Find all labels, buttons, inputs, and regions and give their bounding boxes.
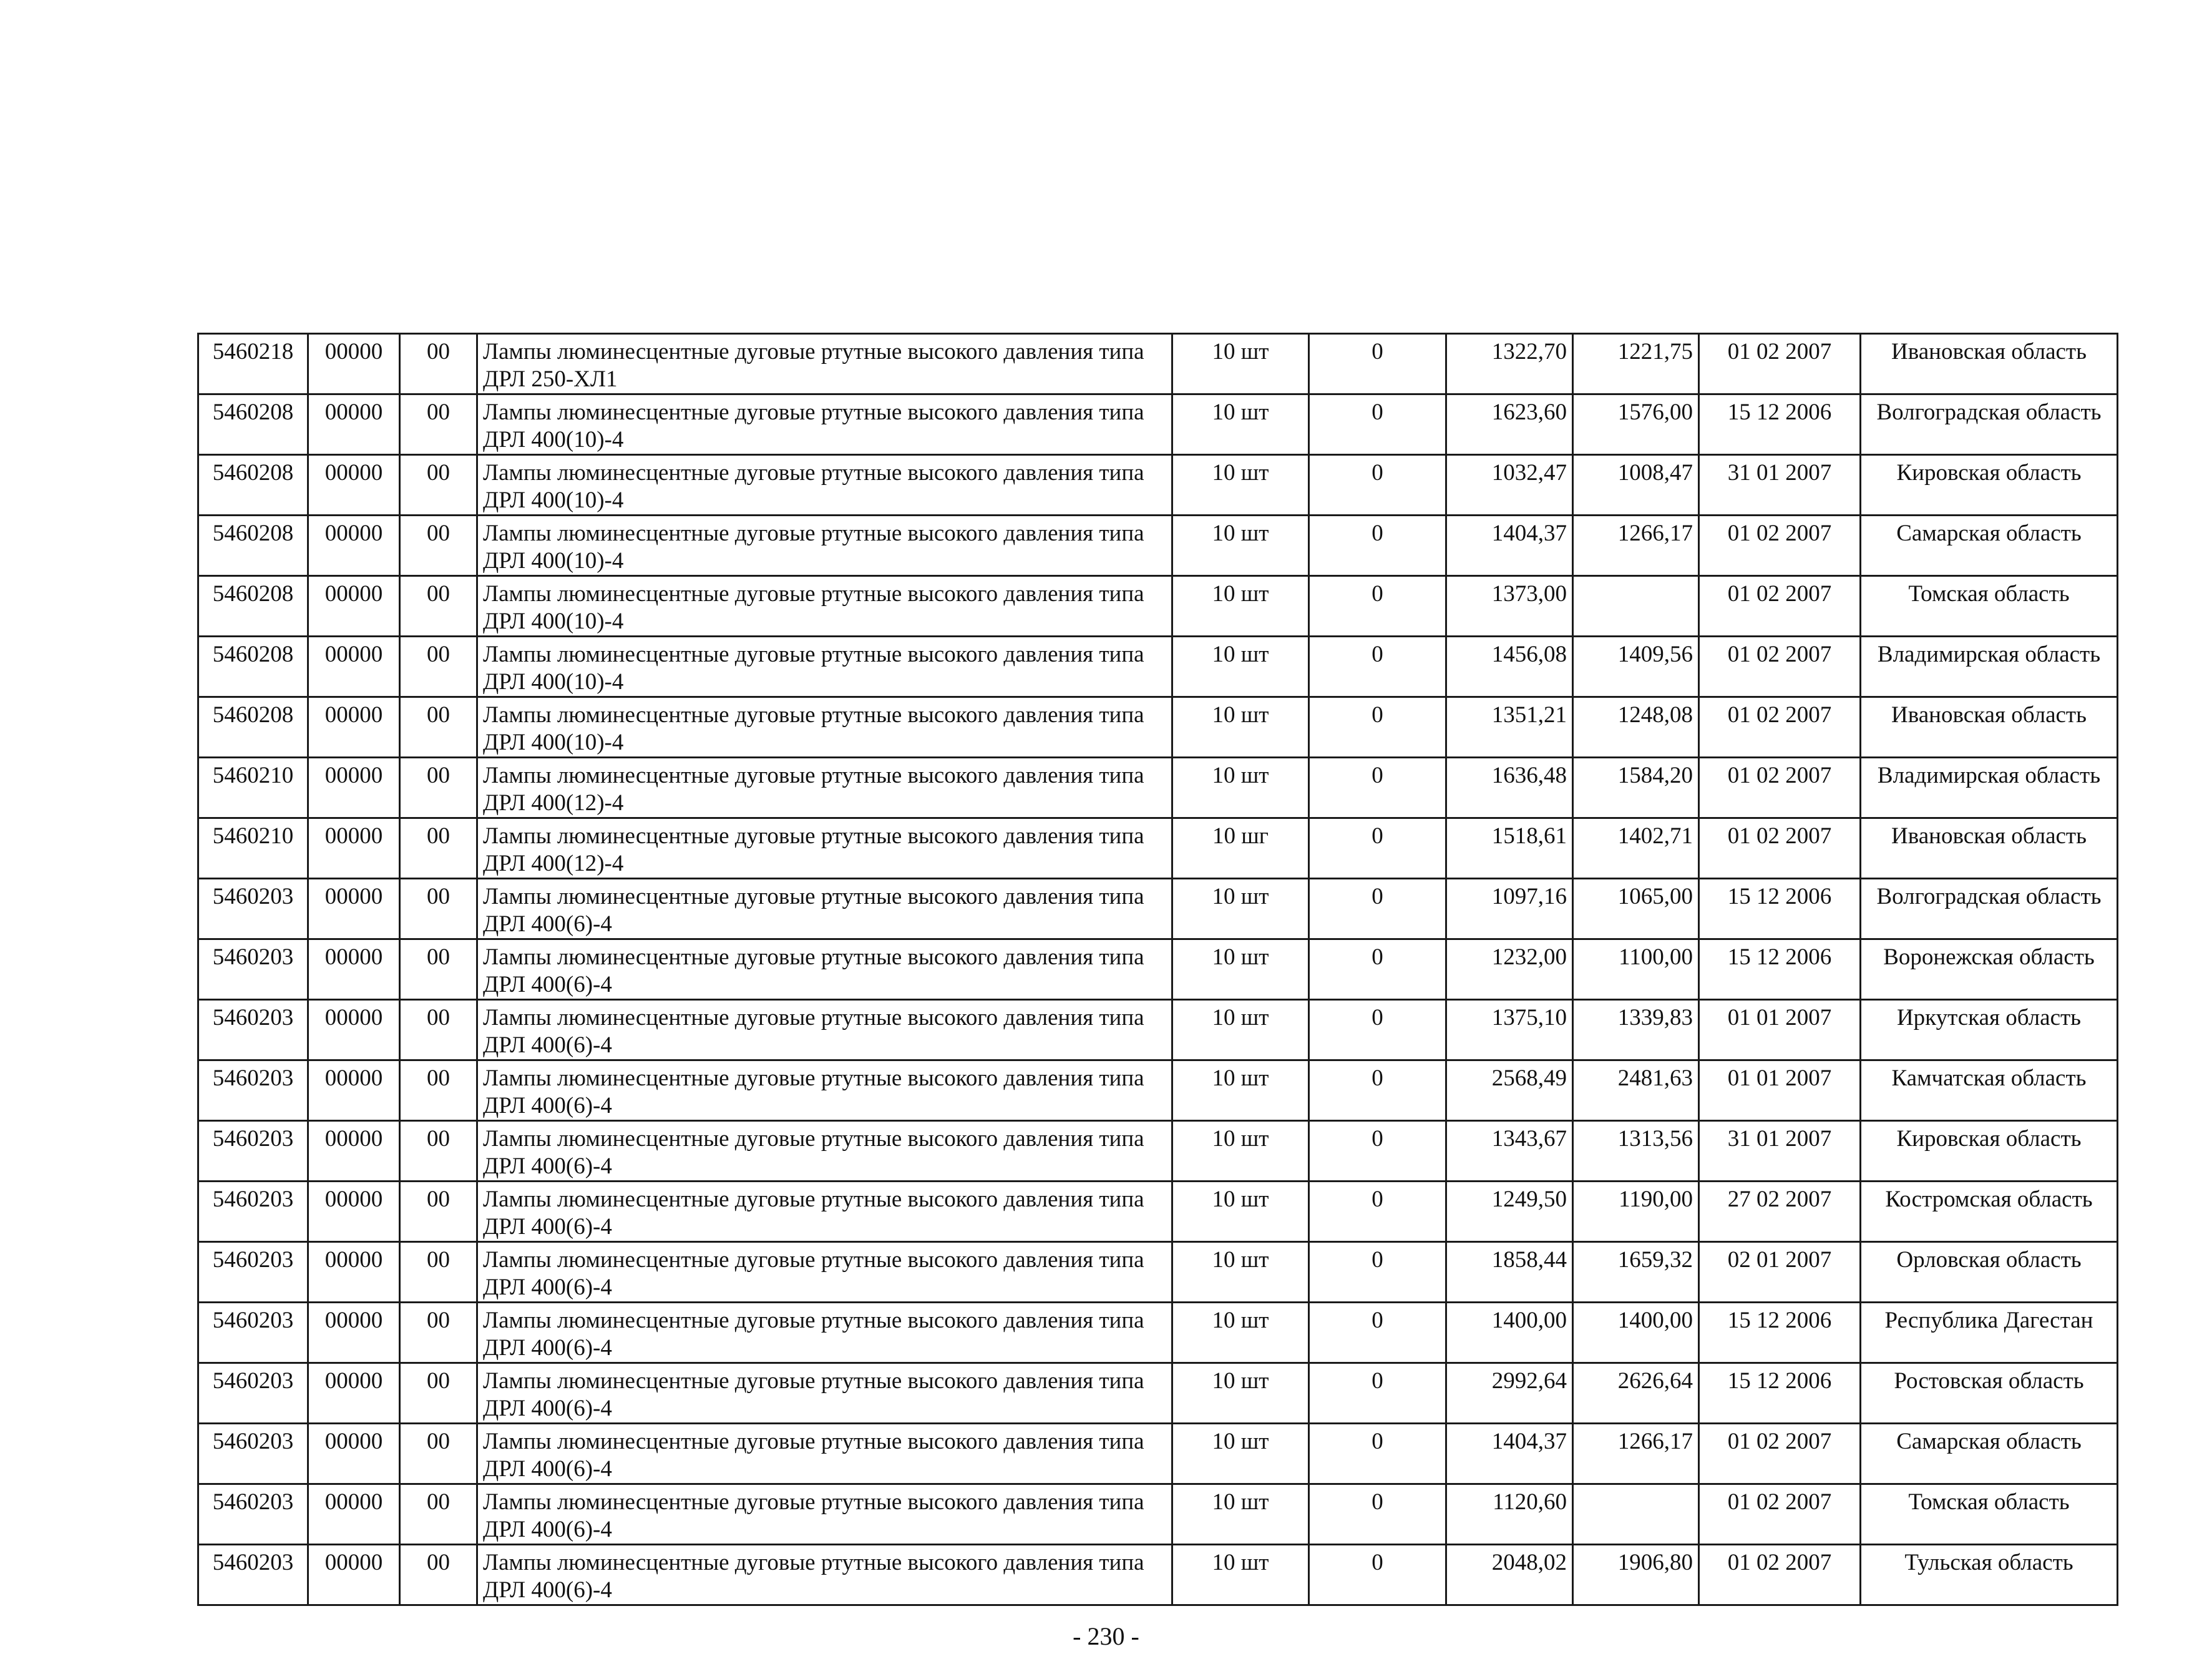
category-cell: 00 [400, 637, 477, 697]
unit-cell: 10 шг [1172, 818, 1309, 879]
region-cell: Тульская область [1861, 1545, 2118, 1605]
category-cell: 00 [400, 939, 477, 1000]
unit-cell: 10 шт [1172, 879, 1309, 939]
date-cell: 15 12 2006 [1699, 1363, 1861, 1424]
subcode-cell: 00000 [308, 1182, 400, 1242]
table-row [198, 1121, 2118, 1182]
price-1-cell: 1456,08 [1446, 637, 1573, 697]
region-cell: Ивановская область [1861, 818, 2118, 879]
unit-cell: 10 шт [1172, 758, 1309, 818]
zero-value-cell: 0 [1309, 758, 1446, 818]
price-2-cell [1573, 576, 1699, 637]
product-name-cell: Лампы люминесцентные дуговые ртутные высокого давления типа ДРЛ 250-ХЛ1 [477, 334, 1172, 394]
subcode-cell: 00000 [308, 576, 400, 637]
item-code-cell: 5460210 [198, 758, 308, 818]
zero-value-cell: 0 [1309, 1484, 1446, 1545]
product-name-cell: Лампы люминесцентные дуговые ртутные высокого давления типа ДРЛ 400(6)-4 [477, 1121, 1172, 1182]
product-name-cell: Лампы люминесцентные дуговые ртутные высокого давления типа ДРЛ 400(6)-4 [477, 1363, 1172, 1424]
price-2-cell [1573, 1484, 1699, 1545]
price-2-cell: 1659,32 [1573, 1242, 1699, 1303]
product-name-cell: Лампы люминесцентные дуговые ртутные высокого давления типа ДРЛ 400(10)-4 [477, 637, 1172, 697]
price-1-cell: 1032,47 [1446, 455, 1573, 516]
region-cell: Иркутская область [1861, 1000, 2118, 1060]
region-cell: Томская область [1861, 1484, 2118, 1545]
product-name-cell: Лампы люминесцентные дуговые ртутные высокого давления типа ДРЛ 400(6)-4 [477, 939, 1172, 1000]
subcode-cell: 00000 [308, 1242, 400, 1303]
zero-value-cell: 0 [1309, 1363, 1446, 1424]
category-cell: 00 [400, 758, 477, 818]
date-cell: 01 02 2007 [1699, 516, 1861, 576]
category-cell: 00 [400, 818, 477, 879]
subcode-cell: 00000 [308, 939, 400, 1000]
item-code-cell: 5460203 [198, 1424, 308, 1484]
price-2-cell: 1402,71 [1573, 818, 1699, 879]
unit-cell: 10 шт [1172, 1363, 1309, 1424]
price-table [197, 333, 2118, 1606]
product-name-cell: Лампы люминесцентные дуговые ртутные высокого давления типа ДРЛ 400(6)-4 [477, 879, 1172, 939]
date-cell: 31 01 2007 [1699, 1121, 1861, 1182]
item-code-cell: 5460203 [198, 939, 308, 1000]
region-cell: Кировская область [1861, 455, 2118, 516]
table-row [198, 394, 2118, 455]
subcode-cell: 00000 [308, 516, 400, 576]
product-name-cell: Лампы люминесцентные дуговые ртутные высокого давления типа ДРЛ 400(12)-4 [477, 818, 1172, 879]
category-cell: 00 [400, 1060, 477, 1121]
item-code-cell: 5460208 [198, 576, 308, 637]
price-1-cell: 1400,00 [1446, 1303, 1573, 1363]
unit-cell: 10 шт [1172, 1545, 1309, 1605]
category-cell: 00 [400, 1182, 477, 1242]
item-code-cell: 5460203 [198, 1182, 308, 1242]
category-cell: 00 [400, 516, 477, 576]
item-code-cell: 5460203 [198, 1060, 308, 1121]
date-cell: 01 01 2007 [1699, 1000, 1861, 1060]
price-1-cell: 1373,00 [1446, 576, 1573, 637]
category-cell: 00 [400, 1424, 477, 1484]
table-row [198, 697, 2118, 758]
category-cell: 00 [400, 334, 477, 394]
region-cell: Самарская область [1861, 1424, 2118, 1484]
region-cell: Костромская область [1861, 1182, 2118, 1242]
product-name-cell: Лампы люминесцентные дуговые ртутные высокого давления типа ДРЛ 400(6)-4 [477, 1484, 1172, 1545]
category-cell: 00 [400, 1545, 477, 1605]
subcode-cell: 00000 [308, 1363, 400, 1424]
table-row [198, 1484, 2118, 1545]
price-1-cell: 1518,61 [1446, 818, 1573, 879]
table-row [198, 758, 2118, 818]
price-1-cell: 2992,64 [1446, 1363, 1573, 1424]
region-cell: Кировская область [1861, 1121, 2118, 1182]
category-cell: 00 [400, 1484, 477, 1545]
subcode-cell: 00000 [308, 697, 400, 758]
unit-cell: 10 шт [1172, 394, 1309, 455]
unit-cell: 10 шт [1172, 334, 1309, 394]
zero-value-cell: 0 [1309, 1000, 1446, 1060]
item-code-cell: 5460203 [198, 1121, 308, 1182]
region-cell: Республика Дагестан [1861, 1303, 2118, 1363]
zero-value-cell: 0 [1309, 1060, 1446, 1121]
product-name-cell: Лампы люминесцентные дуговые ртутные высокого давления типа ДРЛ 400(6)-4 [477, 1242, 1172, 1303]
item-code-cell: 5460208 [198, 455, 308, 516]
category-cell: 00 [400, 1000, 477, 1060]
region-cell: Владимирская область [1861, 758, 2118, 818]
table-row [198, 637, 2118, 697]
price-2-cell: 1266,17 [1573, 1424, 1699, 1484]
table-row [198, 1060, 2118, 1121]
category-cell: 00 [400, 1121, 477, 1182]
price-1-cell: 1858,44 [1446, 1242, 1573, 1303]
region-cell: Волгоградская область [1861, 879, 2118, 939]
date-cell: 01 02 2007 [1699, 576, 1861, 637]
subcode-cell: 00000 [308, 334, 400, 394]
category-cell: 00 [400, 697, 477, 758]
zero-value-cell: 0 [1309, 939, 1446, 1000]
subcode-cell: 00000 [308, 1303, 400, 1363]
item-code-cell: 5460218 [198, 334, 308, 394]
product-name-cell: Лампы люминесцентные дуговые ртутные высокого давления типа ДРЛ 400(6)-4 [477, 1424, 1172, 1484]
subcode-cell: 00000 [308, 758, 400, 818]
date-cell: 15 12 2006 [1699, 879, 1861, 939]
date-cell: 01 02 2007 [1699, 1424, 1861, 1484]
zero-value-cell: 0 [1309, 1182, 1446, 1242]
price-2-cell: 2481,63 [1573, 1060, 1699, 1121]
product-name-cell: Лампы люминесцентные дуговые ртутные высокого давления типа ДРЛ 400(6)-4 [477, 1000, 1172, 1060]
subcode-cell: 00000 [308, 1484, 400, 1545]
category-cell: 00 [400, 394, 477, 455]
unit-cell: 10 шт [1172, 939, 1309, 1000]
unit-cell: 10 шт [1172, 1182, 1309, 1242]
table-row [198, 334, 2118, 394]
region-cell: Самарская область [1861, 516, 2118, 576]
unit-cell: 10 шт [1172, 1484, 1309, 1545]
region-cell: Ростовская область [1861, 1363, 2118, 1424]
zero-value-cell: 0 [1309, 697, 1446, 758]
zero-value-cell: 0 [1309, 1424, 1446, 1484]
item-code-cell: 5460203 [198, 1363, 308, 1424]
table-row [198, 879, 2118, 939]
date-cell: 27 02 2007 [1699, 1182, 1861, 1242]
unit-cell: 10 шт [1172, 455, 1309, 516]
table-row [198, 1182, 2118, 1242]
zero-value-cell: 0 [1309, 1545, 1446, 1605]
item-code-cell: 5460203 [198, 1242, 308, 1303]
date-cell: 01 02 2007 [1699, 818, 1861, 879]
product-name-cell: Лампы люминесцентные дуговые ртутные высокого давления типа ДРЛ 400(10)-4 [477, 455, 1172, 516]
zero-value-cell: 0 [1309, 516, 1446, 576]
unit-cell: 10 шт [1172, 637, 1309, 697]
price-2-cell: 1248,08 [1573, 697, 1699, 758]
price-1-cell: 1404,37 [1446, 1424, 1573, 1484]
unit-cell: 10 шт [1172, 1303, 1309, 1363]
price-2-cell: 1221,75 [1573, 334, 1699, 394]
unit-cell: 10 шт [1172, 576, 1309, 637]
price-2-cell: 1906,80 [1573, 1545, 1699, 1605]
product-name-cell: Лампы люминесцентные дуговые ртутные высокого давления типа ДРЛ 400(6)-4 [477, 1182, 1172, 1242]
region-cell: Томская область [1861, 576, 2118, 637]
subcode-cell: 00000 [308, 394, 400, 455]
category-cell: 00 [400, 1363, 477, 1424]
price-1-cell: 1636,48 [1446, 758, 1573, 818]
item-code-cell: 5460210 [198, 818, 308, 879]
product-name-cell: Лампы люминесцентные дуговые ртутные высокого давления типа ДРЛ 400(6)-4 [477, 1060, 1172, 1121]
subcode-cell: 00000 [308, 1121, 400, 1182]
item-code-cell: 5460208 [198, 394, 308, 455]
price-1-cell: 1097,16 [1446, 879, 1573, 939]
date-cell: 01 02 2007 [1699, 1545, 1861, 1605]
zero-value-cell: 0 [1309, 637, 1446, 697]
price-2-cell: 1065,00 [1573, 879, 1699, 939]
table-row [198, 1545, 2118, 1605]
category-cell: 00 [400, 1242, 477, 1303]
item-code-cell: 5460203 [198, 1484, 308, 1545]
price-1-cell: 1249,50 [1446, 1182, 1573, 1242]
table-row [198, 1000, 2118, 1060]
zero-value-cell: 0 [1309, 1303, 1446, 1363]
price-1-cell: 1404,37 [1446, 516, 1573, 576]
category-cell: 00 [400, 576, 477, 637]
subcode-cell: 00000 [308, 818, 400, 879]
date-cell: 15 12 2006 [1699, 939, 1861, 1000]
table-row [198, 1303, 2118, 1363]
subcode-cell: 00000 [308, 1424, 400, 1484]
region-cell: Ивановская область [1861, 697, 2118, 758]
zero-value-cell: 0 [1309, 455, 1446, 516]
category-cell: 00 [400, 879, 477, 939]
price-2-cell: 1266,17 [1573, 516, 1699, 576]
unit-cell: 10 шт [1172, 1000, 1309, 1060]
subcode-cell: 00000 [308, 879, 400, 939]
subcode-cell: 00000 [308, 1060, 400, 1121]
unit-cell: 10 шт [1172, 697, 1309, 758]
price-2-cell: 2626,64 [1573, 1363, 1699, 1424]
date-cell: 02 01 2007 [1699, 1242, 1861, 1303]
price-2-cell: 1100,00 [1573, 939, 1699, 1000]
price-2-cell: 1576,00 [1573, 394, 1699, 455]
date-cell: 31 01 2007 [1699, 455, 1861, 516]
unit-cell: 10 шт [1172, 1060, 1309, 1121]
subcode-cell: 00000 [308, 1000, 400, 1060]
item-code-cell: 5460203 [198, 1303, 308, 1363]
table-row [198, 516, 2118, 576]
item-code-cell: 5460208 [198, 637, 308, 697]
category-cell: 00 [400, 455, 477, 516]
price-1-cell: 1322,70 [1446, 334, 1573, 394]
subcode-cell: 00000 [308, 637, 400, 697]
region-cell: Владимирская область [1861, 637, 2118, 697]
date-cell: 01 02 2007 [1699, 637, 1861, 697]
table-row [198, 1424, 2118, 1484]
price-2-cell: 1008,47 [1573, 455, 1699, 516]
zero-value-cell: 0 [1309, 818, 1446, 879]
date-cell: 15 12 2006 [1699, 1303, 1861, 1363]
table-row [198, 939, 2118, 1000]
item-code-cell: 5460203 [198, 1000, 308, 1060]
table-row [198, 455, 2118, 516]
subcode-cell: 00000 [308, 1545, 400, 1605]
unit-cell: 10 шт [1172, 516, 1309, 576]
category-cell: 00 [400, 1303, 477, 1363]
subcode-cell: 00000 [308, 455, 400, 516]
date-cell: 01 01 2007 [1699, 1060, 1861, 1121]
product-name-cell: Лампы люминесцентные дуговые ртутные высокого давления типа ДРЛ 400(10)-4 [477, 697, 1172, 758]
region-cell: Воронежская область [1861, 939, 2118, 1000]
product-name-cell: Лампы люминесцентные дуговые ртутные высокого давления типа ДРЛ 400(12)-4 [477, 758, 1172, 818]
item-code-cell: 5460203 [198, 879, 308, 939]
zero-value-cell: 0 [1309, 576, 1446, 637]
unit-cell: 10 шт [1172, 1424, 1309, 1484]
date-cell: 01 02 2007 [1699, 697, 1861, 758]
table-row [198, 1242, 2118, 1303]
region-cell: Волгоградская область [1861, 394, 2118, 455]
item-code-cell: 5460203 [198, 1545, 308, 1605]
date-cell: 15 12 2006 [1699, 394, 1861, 455]
price-1-cell: 1351,21 [1446, 697, 1573, 758]
zero-value-cell: 0 [1309, 394, 1446, 455]
product-name-cell: Лампы люминесцентные дуговые ртутные высокого давления типа ДРЛ 400(10)-4 [477, 394, 1172, 455]
price-1-cell: 2048,02 [1446, 1545, 1573, 1605]
zero-value-cell: 0 [1309, 879, 1446, 939]
unit-cell: 10 шт [1172, 1242, 1309, 1303]
price-2-cell: 1409,56 [1573, 637, 1699, 697]
zero-value-cell: 0 [1309, 334, 1446, 394]
table-row [198, 1363, 2118, 1424]
item-code-cell: 5460208 [198, 697, 308, 758]
date-cell: 01 02 2007 [1699, 758, 1861, 818]
zero-value-cell: 0 [1309, 1242, 1446, 1303]
price-2-cell: 1313,56 [1573, 1121, 1699, 1182]
price-1-cell: 1120,60 [1446, 1484, 1573, 1545]
zero-value-cell: 0 [1309, 1121, 1446, 1182]
page-number: - 230 - [1073, 1622, 1139, 1650]
date-cell: 01 02 2007 [1699, 334, 1861, 394]
price-1-cell: 1232,00 [1446, 939, 1573, 1000]
product-name-cell: Лампы люминесцентные дуговые ртутные высокого давления типа ДРЛ 400(6)-4 [477, 1303, 1172, 1363]
price-1-cell: 1623,60 [1446, 394, 1573, 455]
price-2-cell: 1400,00 [1573, 1303, 1699, 1363]
price-2-cell: 1190,00 [1573, 1182, 1699, 1242]
unit-cell: 10 шт [1172, 1121, 1309, 1182]
region-cell: Камчатская область [1861, 1060, 2118, 1121]
table-body [198, 334, 2118, 1605]
date-cell: 01 02 2007 [1699, 1484, 1861, 1545]
item-code-cell: 5460208 [198, 516, 308, 576]
table-row [198, 576, 2118, 637]
price-1-cell: 1343,67 [1446, 1121, 1573, 1182]
price-2-cell: 1339,83 [1573, 1000, 1699, 1060]
price-2-cell: 1584,20 [1573, 758, 1699, 818]
product-name-cell: Лампы люминесцентные дуговые ртутные высокого давления типа ДРЛ 400(10)-4 [477, 516, 1172, 576]
region-cell: Орловская область [1861, 1242, 2118, 1303]
price-1-cell: 1375,10 [1446, 1000, 1573, 1060]
product-name-cell: Лампы люминесцентные дуговые ртутные высокого давления типа ДРЛ 400(6)-4 [477, 1545, 1172, 1605]
table-row [198, 818, 2118, 879]
product-name-cell: Лампы люминесцентные дуговые ртутные высокого давления типа ДРЛ 400(10)-4 [477, 576, 1172, 637]
price-1-cell: 2568,49 [1446, 1060, 1573, 1121]
region-cell: Ивановская область [1861, 334, 2118, 394]
